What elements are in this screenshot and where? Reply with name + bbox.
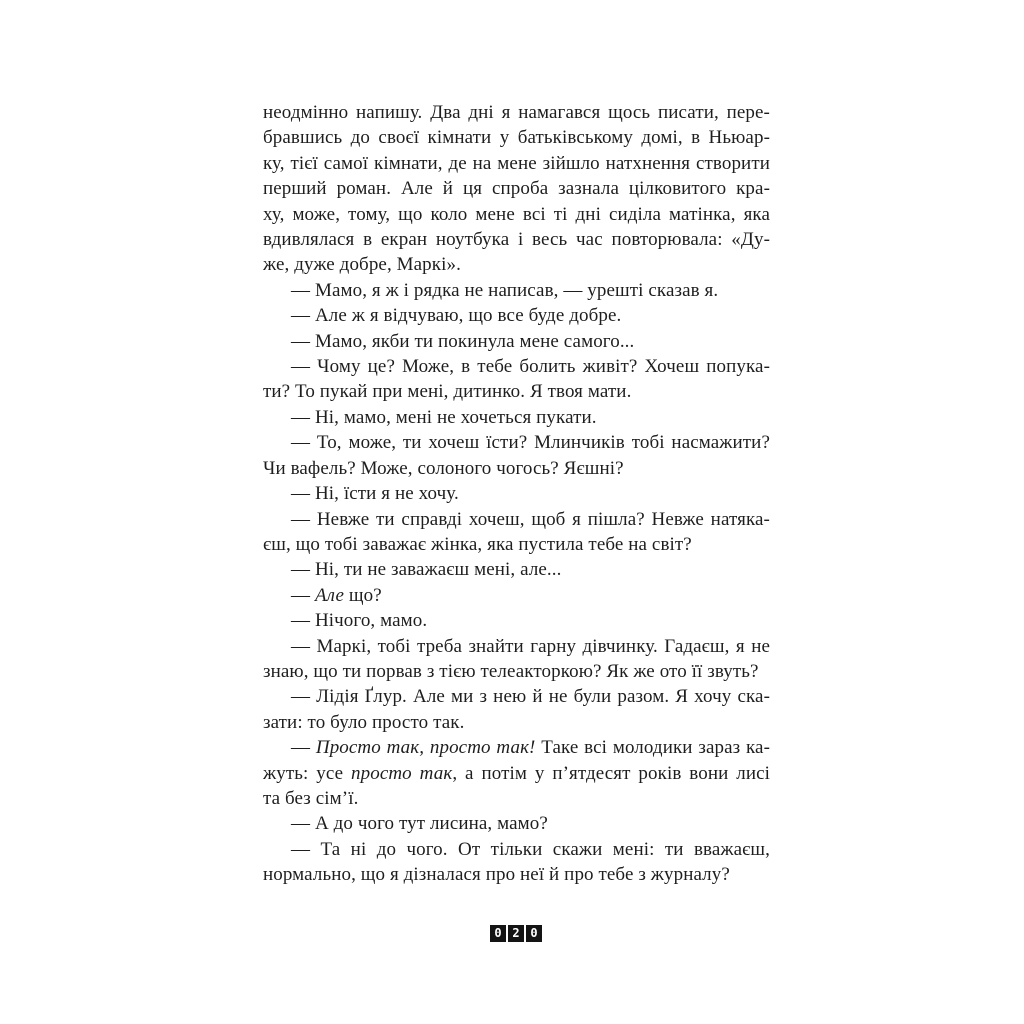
text-line: — Невже ти справді хочеш, щоб я пішла? Невже натяка- xyxy=(291,508,770,530)
page-number-digit: 0 xyxy=(490,925,506,942)
text-line: жуть: усе просто так, а потім у п’ятдесят років вони лисі xyxy=(263,762,770,784)
text-line: — Нічого, мамо. xyxy=(291,610,428,632)
text-line: перший роман. Але й ця спроба зазнала цілковитого кра- xyxy=(263,178,770,200)
page-number-digit: 0 xyxy=(526,925,542,942)
text-line: — Але ж я відчуваю, що все буде добре. xyxy=(291,305,622,327)
text-line: — То, може, ти хочеш їсти? Млинчиків тобі насмажити? xyxy=(291,432,770,454)
text-line: бравшись до своєї кімнати у батьківському домі, в Ньюар- xyxy=(263,127,770,149)
text-line: та без сім’ї. xyxy=(263,787,359,809)
text-line: — Мамо, якби ти покинула мене самого... xyxy=(291,330,635,352)
text-line: ку, тієї самої кімнати, де на мене зійшло натхнення створити xyxy=(263,152,770,174)
text-line: вдивлялася в екран ноутбука і весь час повторювала: «Ду- xyxy=(263,229,770,251)
text-line: зати: то було просто так. xyxy=(263,711,465,733)
text-line: — Ні, мамо, мені не хочеться пукати. xyxy=(291,406,597,428)
text-line: неодмінно напишу. Два дні я намагався щось писати, пере- xyxy=(263,102,770,123)
text-line: єш, що тобі заважає жінка, яка пустила тебе на світ? xyxy=(263,533,692,555)
text-line: знаю, що ти порвав з тією телеакторкою? Як же ото її звуть? xyxy=(263,660,759,682)
page-number xyxy=(490,925,542,942)
text-line: Чи вафель? Може, солоного чогось? Яєшні? xyxy=(263,457,624,479)
text-line: — Чому це? Може, в тебе болить живіт? Хочеш попука- xyxy=(291,356,770,378)
text-line: — Просто так, просто так! Таке всі молодики зараз ка- xyxy=(291,737,770,759)
text-line: — А до чого тут лисина, мамо? xyxy=(291,813,548,835)
text-line: — Але що? xyxy=(291,584,382,606)
text-line: — Ні, їсти я не хочу. xyxy=(291,483,459,505)
text-line: нормально, що я дізналася про неї й про тебе з журналу? xyxy=(263,864,730,886)
text-block xyxy=(263,100,770,888)
text-line: — Ні, ти не заважаєш мені, але... xyxy=(291,559,562,581)
page-number-digit: 2 xyxy=(508,925,524,942)
text-line: — Лідія Ґлур. Але ми з нею й не були разом. Я хочу ска- xyxy=(291,686,770,708)
text-line: же, дуже добре, Маркі». xyxy=(263,254,461,276)
text-line: — Мамо, я ж і рядка не написав, — урешті сказав я. xyxy=(291,279,719,301)
text-line: — Та ні до чого. От тільки скажи мені: ти вважаєш, xyxy=(291,838,770,860)
text-line: ху, може, тому, що коло мене всі ті дні сиділа матінка, яка xyxy=(263,203,770,225)
text-line: — Маркі, тобі треба знайти гарну дівчинку. Гадаєш, я не xyxy=(291,635,770,657)
text-line: ти? То пукай при мені, дитинко. Я твоя мати. xyxy=(263,381,632,403)
